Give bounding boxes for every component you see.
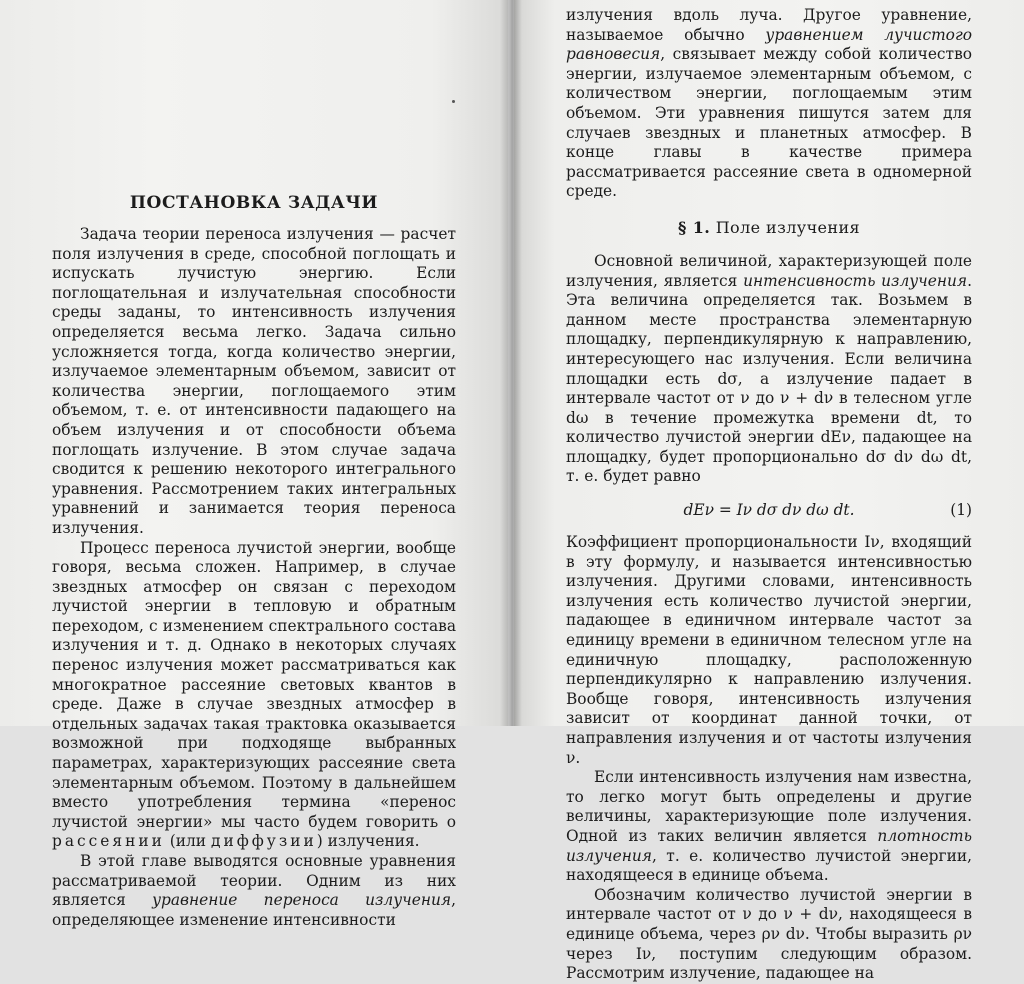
paragraph-continuation: излучения вдоль луча. Другое уравнение, называемое обычно уравнением лучистого равновесия, связывает между собой количество энергии, излучаемое элементарным объемом, с количеством энергии, поглощаемым этим объемом. Эти уравнения пишутся затем для случаев звездных и планетных атмосфер. В конце главы в качестве примера рассматривается рассеяние света в одномерной среде. <box>566 6 972 201</box>
section-heading <box>566 218 972 238</box>
paragraph-coefficient: Коэффициент пропорциональности Iν, входящий в эту формулу, и называется интенсивностью излучения. Другими словами, интенсивность излучения есть количество лучистой энергии, падающее в единичном интервале частот за единицу времени в единичном телесном угле на единичную площадку, расположенную перпендикулярно к направлению излучения. Вообще говоря, интенсивность излучения зависит от координат данной точки, от направления излучения и от частоты излучения ν. <box>566 533 972 767</box>
paragraph-intensity-definition: Основной величиной, характеризующей поле излучения, является интенсивность излучения. Эта величина определяется так. Возьмем в данном месте пространства элементарную площадку, перпендикулярную к направлению, интересующего нас излучения. Если величина площадки есть dσ, а излучение падает в интервале частот от ν до ν + dν в телесном угле dω в течение промежутка времени dt, то количество лучистой энергии dEν, падающее на площадку, будет пропорционально dσ dν dω dt, т. е. будет равно <box>566 251 972 486</box>
term-transfer-equation: уравнение переноса излучения <box>152 891 452 910</box>
paragraph-density: Если интенсивность излучения нам известна, то легко могут быть определены и другие величины, характеризующие поле излучения. Одной из таких величин является плотность излучения, т. е. количество лучистой энергии, находящееся в единице объема. <box>566 768 972 885</box>
right-page <box>514 0 1024 983</box>
paragraph-energy-interval: Обозначим количество лучистой энергии в интервале частот от ν до ν + dν, находящееся в единице объема, через ρν dν. Чтобы выразить ρν через Iν, поступим следующим образом. Рассмотрим излучение, падающее на <box>566 885 972 983</box>
book-gutter <box>500 0 522 726</box>
section-title: Поле излучения <box>715 217 861 237</box>
paragraph-3: В этой главе выводятся основные уравнения рассматриваемой теории. Одним из них является уравнение переноса излучения, определяющее изменение интенсивности <box>52 852 456 929</box>
chapter-title: ПОСТАНОВКА ЗАДАЧИ <box>129 193 379 213</box>
left-page <box>0 0 508 929</box>
spaced-term-diffusion: диффузии <box>210 832 317 851</box>
equation-1 <box>566 501 972 521</box>
section-number: § 1. <box>677 217 711 237</box>
right-page-text <box>566 6 972 984</box>
print-speck-icon <box>452 100 455 103</box>
term-radiative-equilibrium: уравнением лучистого равновесия <box>566 25 972 64</box>
term-density: плотность излучения <box>566 826 972 865</box>
paragraph-2: Процесс переноса лучистой энергии, вообще говоря, весьма сложен. Например, в случае звездных атмосфер он связан с переходом лучистой энергии в тепловую и обратным переходом, с изменением спектрального состава излучения и т. д. Однако в некоторых случаях перенос излучения может рассматриваться как многократное рассеяние световых квантов в среде. Даже в случае звездных атмосфер в отдельных задачах такая трактовка оказывается возможной при подходяще выбранных параметрах, характеризующих рассеяние света элементарным объемом. Поэтому в дальнейшем вместо употребления термина «перенос лучистой энергии» мы часто будем говорить о рассеянии (или диффузии) излучения. <box>52 538 456 851</box>
equation-formula: dEν = Iν dσ dν dω dt. <box>683 501 855 520</box>
paragraph-1: Задача теории переноса излучения — расчет поля излучения в среде, способной поглощать и испускать лучистую энергию. Если поглощательная и излучательная способности среды заданы, то интенсивность излучения определяется весьма легко. Задача сильно усложняется тогда, когда количество энергии, излучаемое элементарным объемом, зависит от количества энергии, поглощаемого этим объемом, т. е. от интенсивности падающего на объем излучения и от способности объема поглощать излучение. В этом случае задача сводится к решению некоторого интегрального уравнения. Рассмотрением таких интегральных уравнений и занимается теория переноса излучения. <box>52 225 456 537</box>
term-intensity: интенсивность излучения <box>743 271 968 290</box>
left-page-text <box>52 193 456 930</box>
spaced-term-scattering: рассеянии <box>52 832 165 851</box>
equation-number: (1) <box>950 501 972 520</box>
